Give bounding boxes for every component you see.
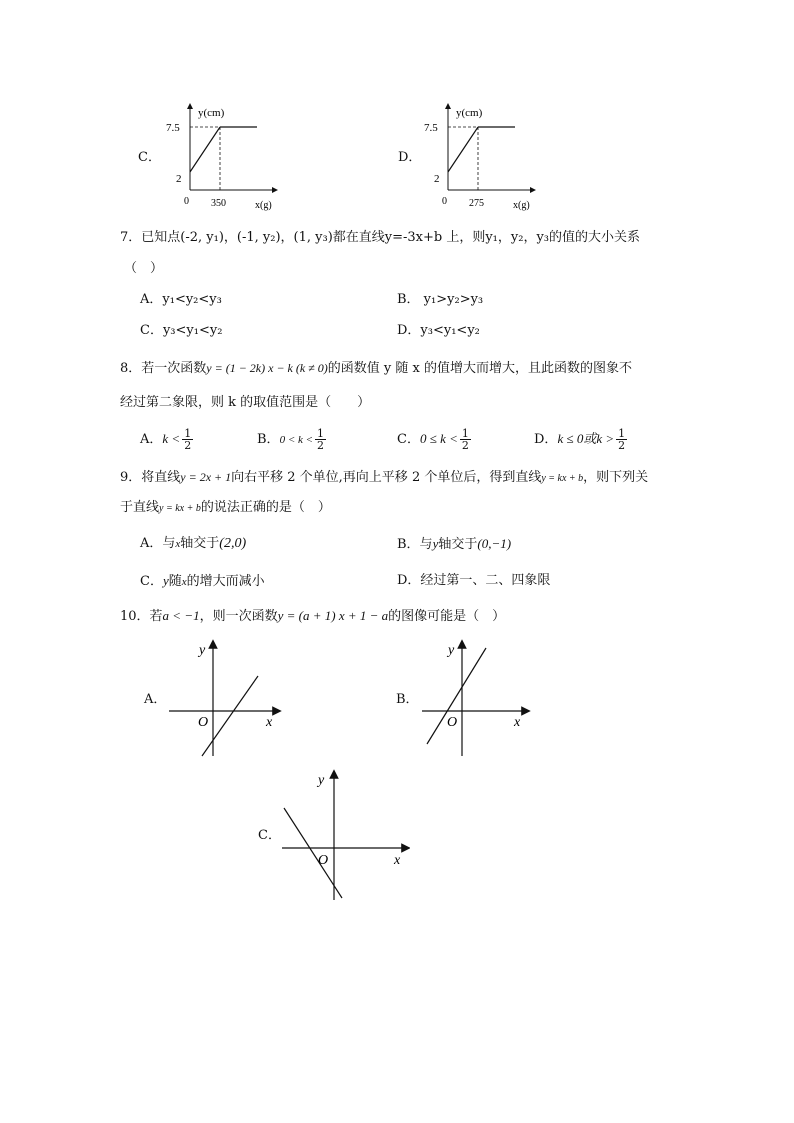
q6-option-d-graph bbox=[418, 100, 538, 215]
x-tick: 350 bbox=[211, 198, 226, 209]
q8-option-d[interactable]: D．k ≤ 0或k > $\frac{1}{2}$ bbox=[534, 427, 626, 452]
q9-stem: 9．将直线y = 2x + 1向右平移 2 个单位,再向上平移 2 个单位后，得到直线y = kx + b，则下列关 bbox=[120, 470, 649, 485]
q6-option-d-label[interactable]: D． bbox=[398, 150, 422, 165]
svg-text:y: y bbox=[318, 773, 325, 788]
svg-text:x: x bbox=[514, 715, 521, 730]
svg-text:y: y bbox=[199, 643, 206, 658]
q9-option-a[interactable]: A．与x轴交于(2,0) bbox=[140, 536, 247, 551]
q8-option-a[interactable]: A．k < $\frac{1}{2}$ bbox=[140, 427, 192, 452]
svg-text:O: O bbox=[447, 715, 458, 730]
svg-text:y: y bbox=[448, 643, 455, 658]
q7-option-b[interactable]: B． y₁>y₂>y₃ bbox=[397, 292, 484, 307]
q7-answer-paren: （ ） bbox=[124, 261, 164, 276]
q10-stem: 10．若a < −1，则一次函数y = (a + 1) x + 1 − a的图像可能是（ ） bbox=[120, 608, 506, 624]
q8-option-c[interactable]: C．0 ≤ k < $\frac{1}{2}$ bbox=[397, 427, 469, 452]
x-axis-label: x(g) bbox=[255, 200, 272, 211]
x-axis-label: x(g) bbox=[513, 200, 530, 211]
q9-stem-line2: 于直线y = kx + b的说法正确的是（ ） bbox=[120, 500, 331, 515]
q7-option-d[interactable]: D．y₃<y₁<y₂ bbox=[397, 323, 480, 338]
q10-option-b-label[interactable]: B． bbox=[396, 692, 419, 707]
q8-stem: 8．若一次函数y = (1 − 2k) x − k (k ≠ 0)的函数值 y 随 x 的值增大而增大，且此函数的图象不 bbox=[120, 361, 632, 376]
q9-option-d[interactable]: D．经过第一、二、四象限 bbox=[397, 573, 551, 588]
y-bottom-tick: 2 bbox=[176, 173, 182, 185]
q10-option-c-graph bbox=[280, 766, 410, 902]
q8-formula: y = (1 − 2k) x − k (k ≠ 0) bbox=[206, 361, 328, 375]
q10-option-a-label[interactable]: A． bbox=[144, 692, 167, 707]
q10-option-c-label[interactable]: C． bbox=[258, 828, 281, 843]
q9-option-c[interactable]: C．y随x的增大而减小 bbox=[140, 573, 265, 589]
svg-text:x: x bbox=[266, 715, 273, 730]
svg-text:x: x bbox=[394, 853, 401, 868]
y-top-tick: 7.5 bbox=[166, 122, 180, 134]
q7-option-a[interactable]: A．y₁<y₂<y₃ bbox=[140, 292, 222, 307]
q8-stem-line2: 经过第二象限，则 k 的取值范围是（ ） bbox=[120, 395, 371, 410]
q9-option-b[interactable]: B．与y轴交于(0,−1) bbox=[397, 536, 512, 552]
q10-option-b-graph bbox=[416, 638, 541, 763]
svg-text:O: O bbox=[318, 853, 329, 868]
q7-stem: 7．已知点(-2, y₁)，(-1, y₂)，(1, y₃)都在直线y=-3x+b 上，则y₁，y₂，y₃的值的大小关系 bbox=[120, 230, 641, 245]
q7-option-c[interactable]: C．y₃<y₁<y₂ bbox=[140, 323, 223, 338]
origin-label: 0 bbox=[184, 196, 189, 207]
y-axis-label: y(cm) bbox=[198, 107, 225, 119]
graph-rise bbox=[190, 127, 220, 172]
svg-text:O: O bbox=[198, 715, 209, 730]
q6-option-c-label[interactable]: C． bbox=[138, 150, 161, 165]
q6-option-c-graph bbox=[160, 100, 280, 215]
x-tick: 275 bbox=[469, 198, 484, 209]
q10-option-a-graph bbox=[165, 638, 290, 763]
origin-label: 0 bbox=[442, 196, 447, 207]
q8-option-b[interactable]: B．0 < k < $\frac{1}{2}$ bbox=[257, 427, 325, 452]
y-top-tick: 7.5 bbox=[424, 122, 438, 134]
y-axis-label: y(cm) bbox=[456, 107, 483, 119]
y-bottom-tick: 2 bbox=[434, 173, 440, 185]
